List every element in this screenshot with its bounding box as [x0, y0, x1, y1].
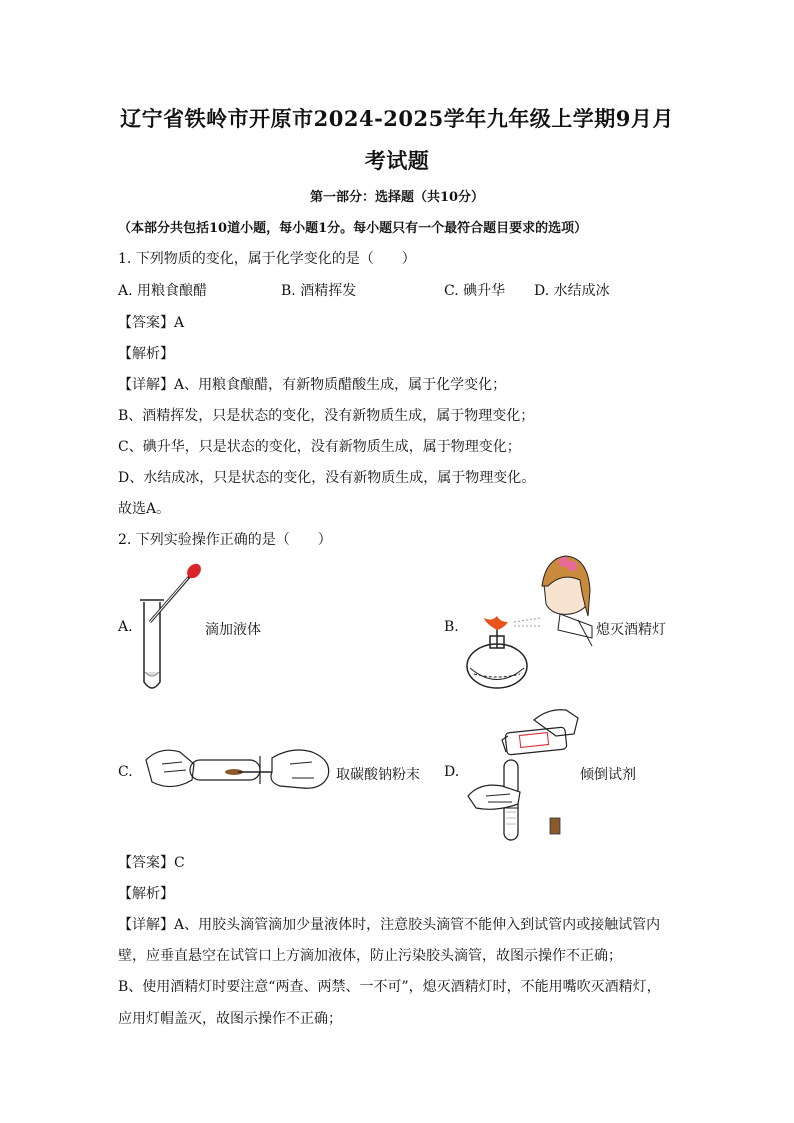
q2-stem: 2. 下列实验操作正确的是（ ）: [118, 532, 332, 548]
q1-detail-line: 故选A。: [118, 501, 171, 517]
q1-option-d: D. 水结成冰: [534, 283, 610, 299]
powder-spatula-figure: [142, 742, 337, 797]
q1-detail-line: B、酒精挥发，只是状态的变化，没有新物质生成，属于物理变化；: [118, 408, 535, 424]
q1-option-c: C. 碘升华: [444, 283, 506, 299]
document-title-line1: 辽宁省铁岭市开原市2024-2025学年九年级上学期9月月: [120, 106, 674, 131]
q2-option-b-caption: 熄灭酒精灯: [596, 622, 666, 638]
q2-option-c-caption: 取碳酸钠粉末: [336, 767, 420, 783]
q2-analysis-label: 【解析】: [118, 886, 174, 902]
pouring-reagent-figure: [466, 700, 586, 845]
q1-option-b: B. 酒精挥发: [281, 283, 357, 299]
q2-detail-line: B、使用酒精灯时要注意“两查、两禁、一不可”，熄灭酒精灯时，不能用嘴吹灭酒精灯，: [118, 979, 661, 995]
q1-detail-line: 【详解】A、用粮食酿醋，有新物质醋酸生成，属于化学变化；: [118, 377, 507, 393]
q1-analysis-label: 【解析】: [118, 346, 174, 362]
q2-answer: 【答案】C: [118, 855, 185, 871]
dropper-figure: [130, 560, 210, 695]
q1-stem: 1. 下列物质的变化，属于化学变化的是（ ）: [118, 251, 416, 267]
q1-detail-line: C、碘升华，只是状态的变化，没有新物质生成，属于物理变化；: [118, 439, 521, 455]
q1-detail-line: D、水结成冰，只是状态的变化，没有新物质生成，属于物理变化。: [118, 470, 536, 486]
q2-detail-line: 壁，应垂直悬空在试管口上方滴加液体，防止污染胶头滴管，故图示操作不正确；: [118, 948, 622, 964]
q1-answer: 【答案】A: [118, 315, 185, 331]
q2-option-a-caption: 滴加液体: [205, 622, 261, 638]
section-note: （本部分共包括10道小题，每小题1分。每小题只有一个最符合题目要求的选项）: [118, 221, 588, 236]
q2-option-d-letter: D.: [444, 764, 460, 780]
q2-option-c-letter: C.: [118, 764, 133, 780]
q1-option-a: A. 用粮食酿醋: [118, 283, 208, 299]
q2-option-b-letter: B.: [444, 619, 459, 635]
q2-option-a-letter: A.: [118, 619, 133, 635]
q2-option-d-caption: 倾倒试剂: [580, 767, 636, 783]
document-title-line2: 考试题: [364, 148, 430, 173]
alcohol-lamp-figure: [462, 556, 592, 696]
q2-detail-line: 【详解】A、用胶头滴管滴加少量液体时，注意胶头滴管不能伸入到试管内或接触试管内: [118, 917, 661, 933]
q2-detail-line: 应用灯帽盖灭，故图示操作不正确；: [118, 1011, 342, 1027]
section-heading: 第一部分：选择题（共10分）: [309, 190, 485, 205]
